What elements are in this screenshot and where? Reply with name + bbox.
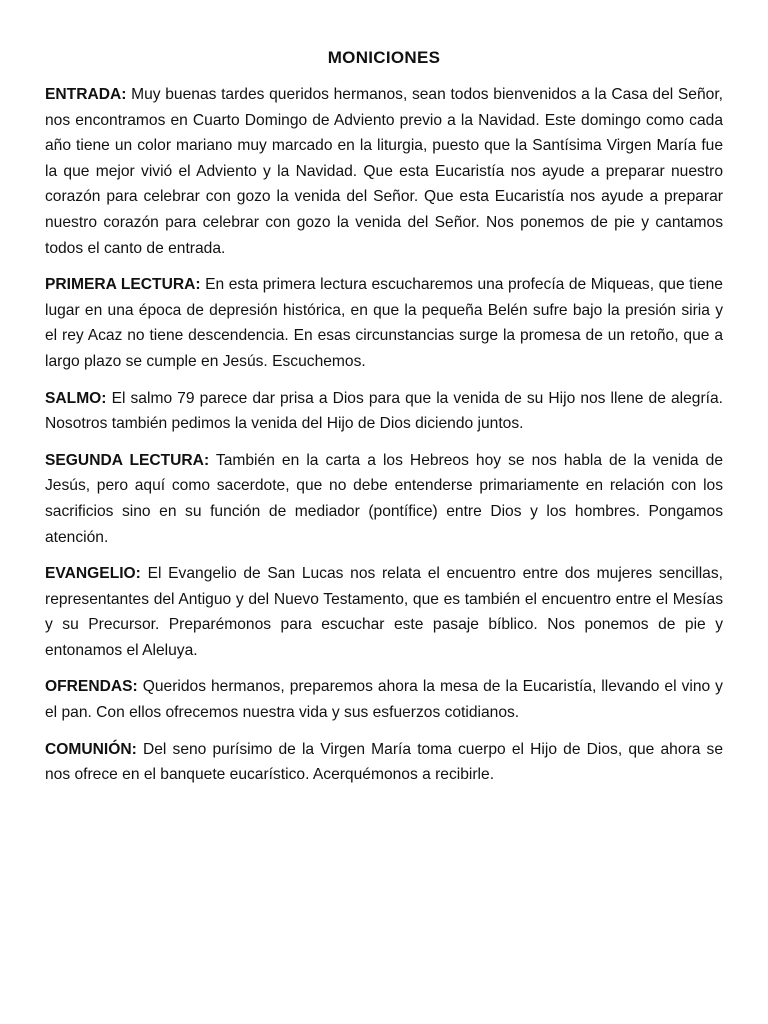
section-label: EVANGELIO: xyxy=(45,565,141,583)
section-label: SEGUNDA LECTURA: xyxy=(45,451,210,469)
section-label: OFRENDAS: xyxy=(45,678,138,696)
section-label: PRIMERA LECTURA: xyxy=(45,276,201,294)
section-label: SALMO: xyxy=(45,389,107,407)
section-label: COMUNIÓN: xyxy=(45,740,137,758)
section-text: Del seno purísimo de la Virgen María toma cuerpo el Hijo de Dios, que ahora se nos ofrece en el banquete eucarístico. Acerquémonos a recibirle. xyxy=(45,740,723,784)
section-entrada xyxy=(45,82,723,261)
page-title: MONICIONES xyxy=(327,48,441,67)
document-page xyxy=(45,46,723,799)
section-ofrendas xyxy=(45,674,723,725)
section-comunion xyxy=(45,737,723,788)
section-text: Muy buenas tardes queridos hermanos, sean todos bienvenidos a la Casa del Señor, nos encontramos en Cuarto Domingo de Adviento previo a la Navidad. Este domingo como cada año tiene un color mariano muy marcado en la liturgia, puesto que la Santísima Virgen María fue la que mejor vivió el Adviento y la Navidad. Que esta Eucaristía nos ayude a preparar nuestro corazón para celebrar con gozo la venida del Señor. Que esta Eucaristía nos ayude a preparar nuestro corazón para celebrar con gozo la venida del Señor. Nos ponemos de pie y cantamos todos el canto de entrada. xyxy=(45,86,723,257)
section-text: El salmo 79 parece dar prisa a Dios para que la venida de su Hijo nos llene de alegría. Nosotros también pedimos la venida del Hijo de Dios diciendo juntos. xyxy=(45,389,723,433)
section-text: Queridos hermanos, preparemos ahora la mesa de la Eucaristía, llevando el vino y el pan. Con ellos ofrecemos nuestra vida y sus esfuerzos cotidianos. xyxy=(45,678,723,722)
section-text: En esta primera lectura escucharemos una profecía de Miqueas, que tiene lugar en una época de depresión histórica, en que la pequeña Belén sufre bajo la presión siria y el rey Acaz no tiene descendencia. En esas circunstancias surge la promesa de un retoño, que a largo plazo se cumple en Jesús. Escuchemos. xyxy=(45,276,723,370)
section-segunda-lectura xyxy=(45,448,723,550)
section-salmo xyxy=(45,386,723,437)
section-text: El Evangelio de San Lucas nos relata el encuentro entre dos mujeres sencillas, representantes del Antiguo y del Nuevo Testamento, que es también el encuentro entre el Mesías y su Precursor. Preparémonos para escuchar este pasaje bíblico. Nos ponemos de pie y entonamos el Aleluya. xyxy=(45,565,723,659)
section-text: También en la carta a los Hebreos hoy se nos habla de la venida de Jesús, pero aquí como sacerdote, que no debe entenderse primariamente en relación con los sacrificios sino en su función de mediador (pontífice) entre Dios y los hombres. Pongamos atención. xyxy=(45,451,723,546)
section-primera-lectura xyxy=(45,272,723,374)
section-label: ENTRADA: xyxy=(45,86,127,103)
section-evangelio xyxy=(45,561,723,663)
